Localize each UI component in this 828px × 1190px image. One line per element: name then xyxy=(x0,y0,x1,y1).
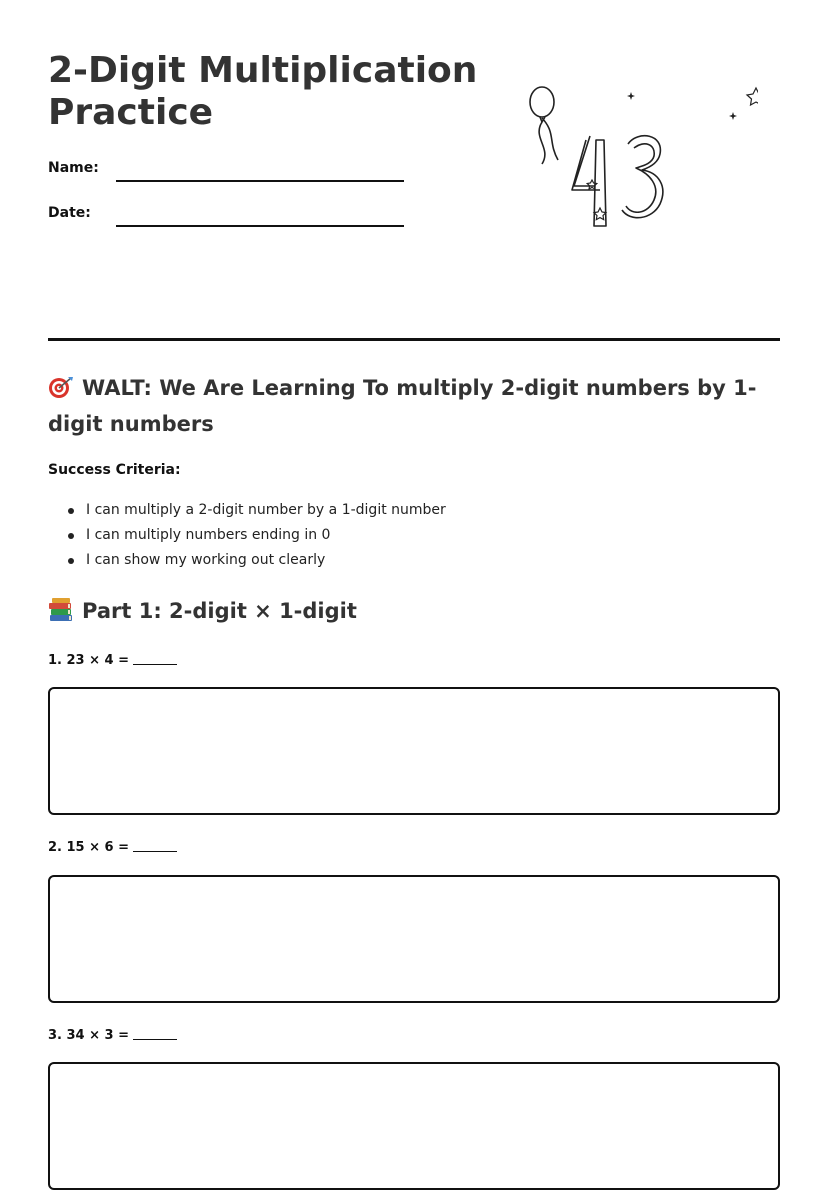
success-criteria-list xyxy=(48,498,446,573)
name-field[interactable] xyxy=(48,156,408,186)
sparkle-icon xyxy=(627,92,758,172)
illustration-number: 43 xyxy=(518,78,520,79)
name-label: Name: xyxy=(48,160,99,176)
answer-blank[interactable] xyxy=(133,839,177,852)
question-3 xyxy=(48,1027,177,1043)
question-1-text: 1. 23 × 4 = xyxy=(48,653,130,668)
criteria-item: I can multiply numbers ending in 0 xyxy=(86,523,446,548)
digit-outline xyxy=(572,136,663,226)
date-field[interactable] xyxy=(48,201,408,231)
target-icon xyxy=(48,376,74,398)
criteria-item: I can show my working out clearly xyxy=(86,548,446,573)
star-icon xyxy=(587,88,758,220)
question-3-text: 3. 34 × 3 = xyxy=(48,1028,130,1043)
part1-title: Part 1: 2-digit × 1-digit xyxy=(82,599,357,623)
working-box-3[interactable] xyxy=(48,1062,780,1190)
question-1 xyxy=(48,652,177,668)
date-label: Date: xyxy=(48,205,91,221)
success-criteria-label: Success Criteria: xyxy=(48,462,181,478)
number-illustration xyxy=(518,78,758,238)
walt-text: WALT: We Are Learning To multiply 2-digit numbers by 1-digit numbers xyxy=(48,376,757,436)
name-write-line[interactable] xyxy=(116,180,404,182)
worksheet-header xyxy=(48,0,780,341)
date-write-line[interactable] xyxy=(116,225,404,227)
criteria-item: I can multiply a 2-digit number by a 1-digit number xyxy=(86,498,446,523)
worksheet-page xyxy=(48,0,780,1043)
answer-blank[interactable] xyxy=(133,652,177,665)
balloon-icon xyxy=(530,87,558,164)
books-icon xyxy=(48,598,74,622)
worksheet-title: 2-Digit Multiplication Practice xyxy=(48,50,478,133)
part1-heading xyxy=(48,594,357,628)
question-2-text: 2. 15 × 6 = xyxy=(48,840,130,855)
answer-blank[interactable] xyxy=(133,1027,177,1040)
question-2 xyxy=(48,839,177,855)
working-box-1[interactable] xyxy=(48,687,780,815)
walt-heading xyxy=(48,370,780,442)
working-box-2[interactable] xyxy=(48,875,780,1003)
